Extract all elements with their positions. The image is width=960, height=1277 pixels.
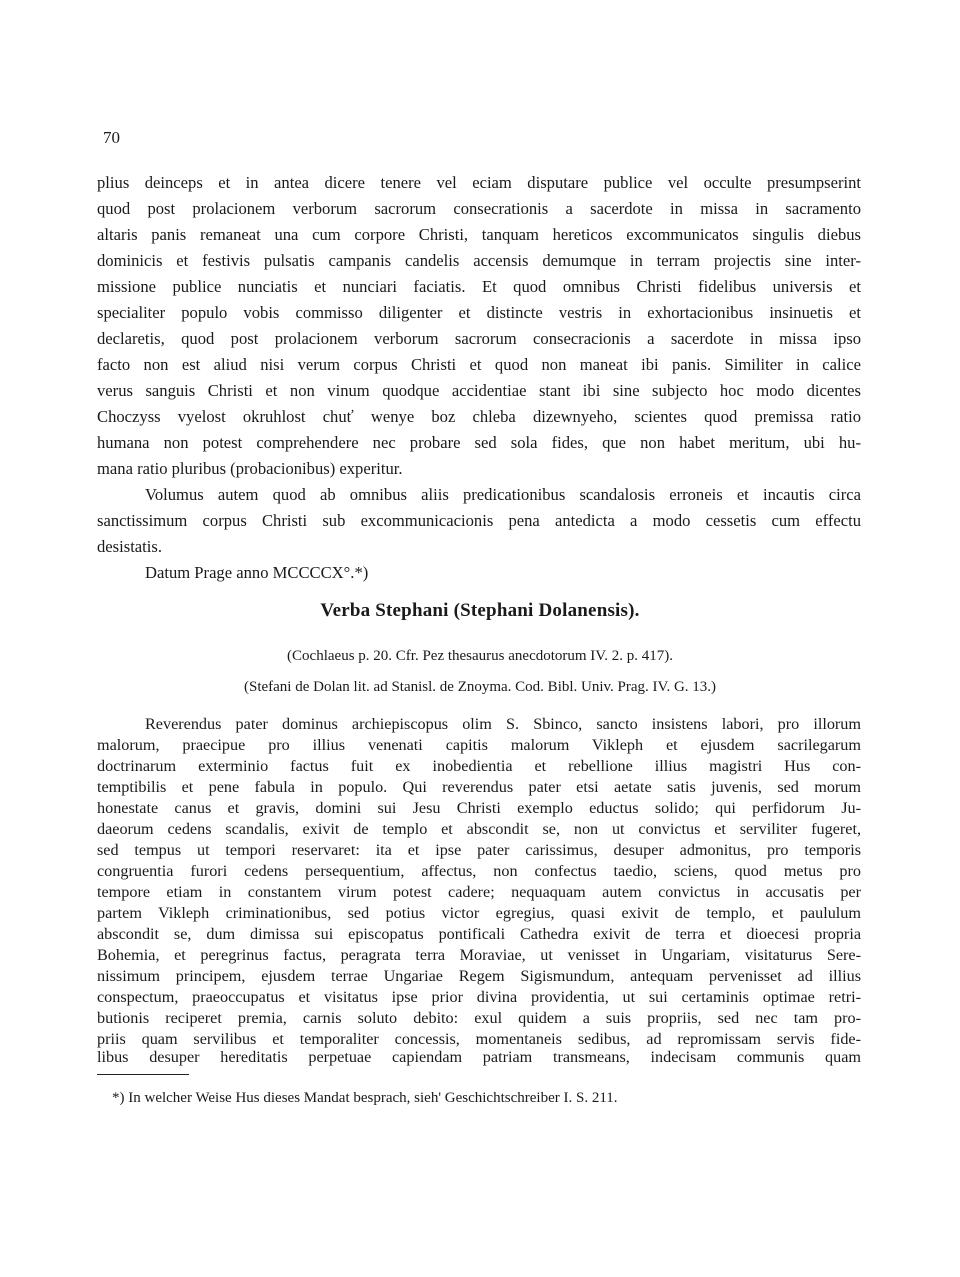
text-line: Choczyss vyelost okruhlost chuť wenye boz chleba dizewnyeho, scientes quod premissa ratio (97, 407, 861, 426)
text-line: congruentia furori cedens persequentium, affectus, non confectus taedio, sciens, quod metus pro (97, 862, 861, 880)
text-line: tempore etiam in constantem virum potest cadere; nequaquam autem convictus in accusatis per (97, 883, 861, 901)
text-line: altaris panis remaneat una cum corpore Christi, tanquam hereticos excommunicatos singulis diebus (97, 225, 861, 244)
text-line: daeorum cedens scandalis, exivit de templo et abscondit se, non ut convictus et serviliter fugeret, (97, 820, 861, 838)
text-line: missione publice nunciatis et nunciari faciatis. Et quod omnibus Christi fidelibus universis et (97, 277, 861, 296)
text-line: priis quam servilibus et temporaliter concessis, momentaneis sedibus, ad repromissam servis fide- (97, 1030, 861, 1048)
text-line: Volumus autem quod ab omnibus aliis predicationibus scandalosis erroneis et incautis circa (145, 485, 861, 504)
text-line: conspectum, praeoccupatus et visitatus ipse prior divina providentia, ut sui certaminis optimae retri- (97, 988, 861, 1006)
text-line: malorum, praecipue pro illius venenati capitis malorum Vikleph et ejusdem sacrilegarum (97, 736, 861, 754)
text-line: desistatis. (97, 537, 162, 556)
page-number: 70 (103, 128, 120, 147)
text-line: honestate canus et gravis, domini sui Jesu Christi exemplo eductus solido; qui perfidorum Ju- (97, 799, 861, 817)
footnote-rule (97, 1074, 189, 1075)
text-line: quod post prolacionem verborum sacrorum consecrationis a sacerdote in missa in sacramento (97, 199, 861, 218)
text-line: nissimum principem, ejusdem terrae Ungariae Regem Sigismundum, antequam pervenisset ad illius (97, 967, 861, 985)
text-line: temptibilis et pene fabula in populo. Qui reverendus pater etsi aetate satis juvenis, sed morum (97, 778, 861, 796)
footnote: *) In welcher Weise Hus dieses Mandat besprach, sieh' Geschichtschreiber I. S. 211. (112, 1090, 618, 1106)
text-line: libus desuper hereditatis perpetuae capiendam patriam transmeans, indecisam communis quam (97, 1048, 861, 1066)
text-line: sed tempus ut tempori reservaret: ita et ipse pater carissimus, desuper admonitus, pro temporis (97, 841, 861, 859)
text-line: humana non potest comprehendere nec probare sed sola fides, que non habet meritum, ubi hu- (97, 433, 861, 452)
text-line: declaretis, quod post prolacionem verborum sacrorum consecracionis a sacerdote in missa ipso (97, 329, 861, 348)
text-line: partem Vikleph criminationibus, sed potius victor egregius, quasi exivit de templo, et paululum (97, 904, 861, 922)
text-line: doctrinarum exterminio factus fuit ex inobedientia et rebellione illius magistri Hus con- (97, 757, 861, 775)
text-line: facto non est aliud nisi verum corpus Christi et quod non maneat ibi panis. Similiter in calice (97, 355, 861, 374)
text-line: Reverendus pater dominus archiepiscopus olim S. Sbinco, sancto insistens labori, pro illorum (145, 715, 861, 733)
text-line: verus sanguis Christi et non vinum quodque accidentiae stant ibi sine subjecto hoc modo dicentes (97, 381, 861, 400)
text-line: specialiter populo vobis commisso diligenter et distincte vestris in exhortacionibus insinuetis et (97, 303, 861, 322)
text-line: plius deinceps et in antea dicere tenere vel eciam disputare publice vel occulte presumpserint (97, 173, 861, 192)
source-note: (Stefani de Dolan lit. ad Stanisl. de Znoyma. Cod. Bibl. Univ. Prag. IV. G. 13.) (243, 679, 717, 695)
text-line: abscondit se, dum dimissa sui episcopatus pontificali Cathedra exivit de terra et dioecesi propria (97, 925, 861, 943)
text-line: mana ratio pluribus (probacionibus) experitur. (97, 459, 403, 478)
text-line: dominicis et festivis pulsatis campanis candelis accensis demumque in terram projectis sine inter- (97, 251, 861, 270)
text-line: butionis reciperet premia, carnis soluto debito: exul quidem a suis propriis, sed nec tam pro- (97, 1009, 861, 1027)
source-note: (Cochlaeus p. 20. Cfr. Pez thesaurus anecdotorum IV. 2. p. 417). (287, 648, 673, 664)
section-heading: Verba Stephani (Stephani Dolanensis). (320, 600, 640, 621)
datum-line: Datum Prage anno MCCCCX°.*) (145, 563, 369, 582)
text-line: sanctissimum corpus Christi sub excommunicacionis pena antedicta a modo cessetis cum effectu (97, 511, 861, 530)
text-line: Bohemia, et peregrinus factus, peragrata terra Moraviae, ut venisset in Ungariam, visitaturus Sere- (97, 946, 861, 964)
